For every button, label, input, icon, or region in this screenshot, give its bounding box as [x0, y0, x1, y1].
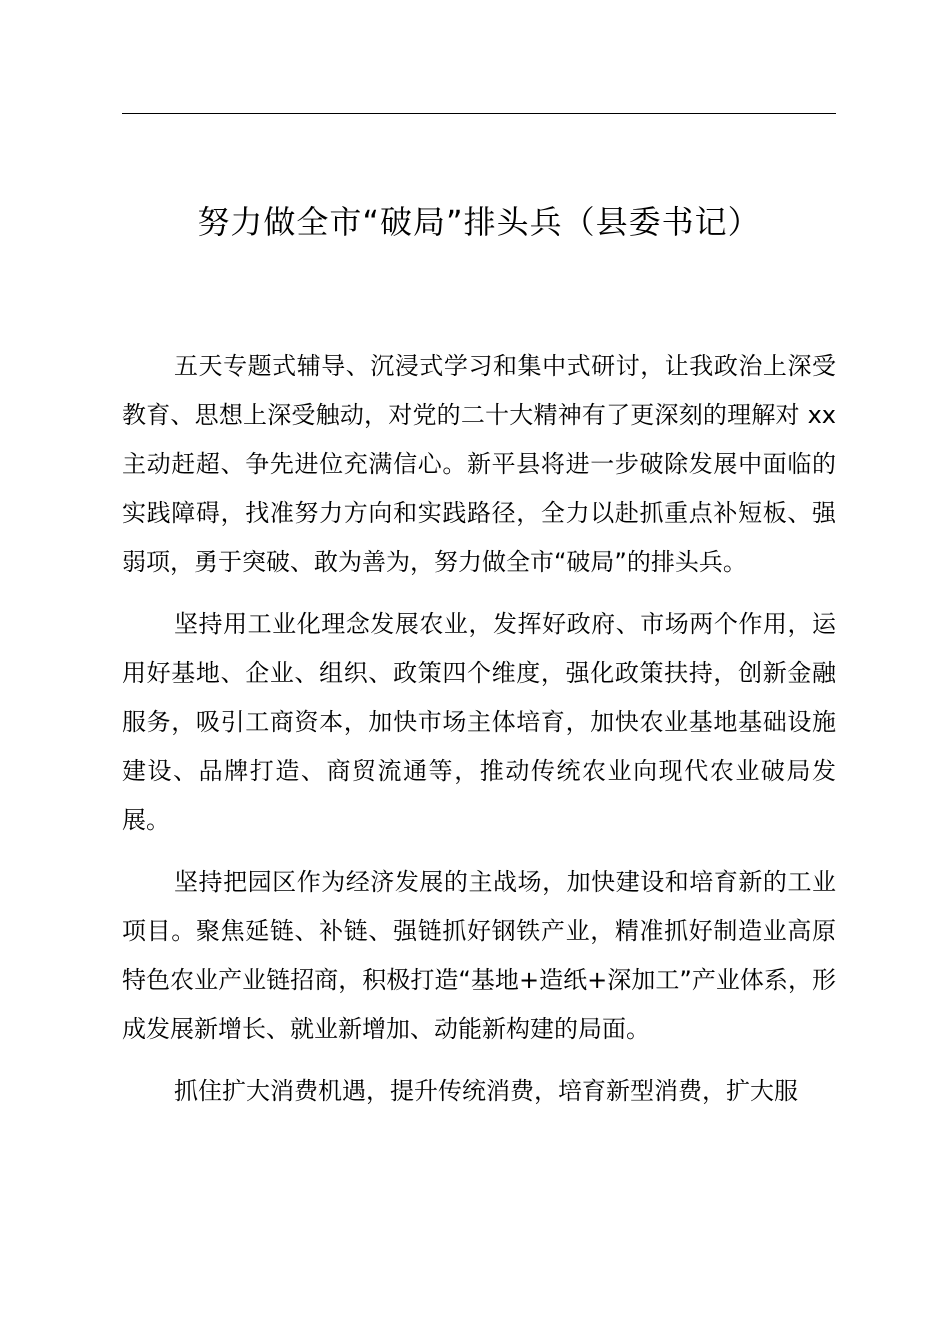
- header-rule: [122, 113, 836, 114]
- paragraph-3: 坚持把园区作为经济发展的主战场，加快建设和培育新的工业项目。聚焦延链、补链、强链抓好钢铁产业，精准抓好制造业高原特色农业产业链招商，积极打造“基地+造纸+深加工”产业体系，形成发展新增长、就业新增加、动能新构建的局面。: [122, 868, 836, 1043]
- document-body: [122, 342, 836, 1129]
- paragraph-1: 五天专题式辅导、沉浸式学习和集中式研讨，让我政治上深受教育、思想上深受触动，对党的二十大精神有了更深刻的理解对 xx 主动赶超、争先进位充满信心。新平县将进一步破除发展中面临的实践障碍，找准努力方向和实践路径，全力以赴抓重点补短板、强弱项，勇于突破、敢为善为，努力做全市“破局”的排头兵。: [122, 352, 836, 576]
- paragraph-4: 抓住扩大消费机遇，提升传统消费，培育新型消费，扩大服: [174, 1077, 798, 1105]
- document-title: 努力做全市“破局”排头兵（县委书记）: [197, 203, 761, 241]
- paragraph-2: 坚持用工业化理念发展农业，发挥好政府、市场两个作用，运用好基地、企业、组织、政策四个维度，强化政策扶持，创新金融服务，吸引工商资本，加快市场主体培育，加快农业基地基础设施建设、品牌打造、商贸流通等，推动传统农业向现代农业破局发展。: [122, 610, 836, 834]
